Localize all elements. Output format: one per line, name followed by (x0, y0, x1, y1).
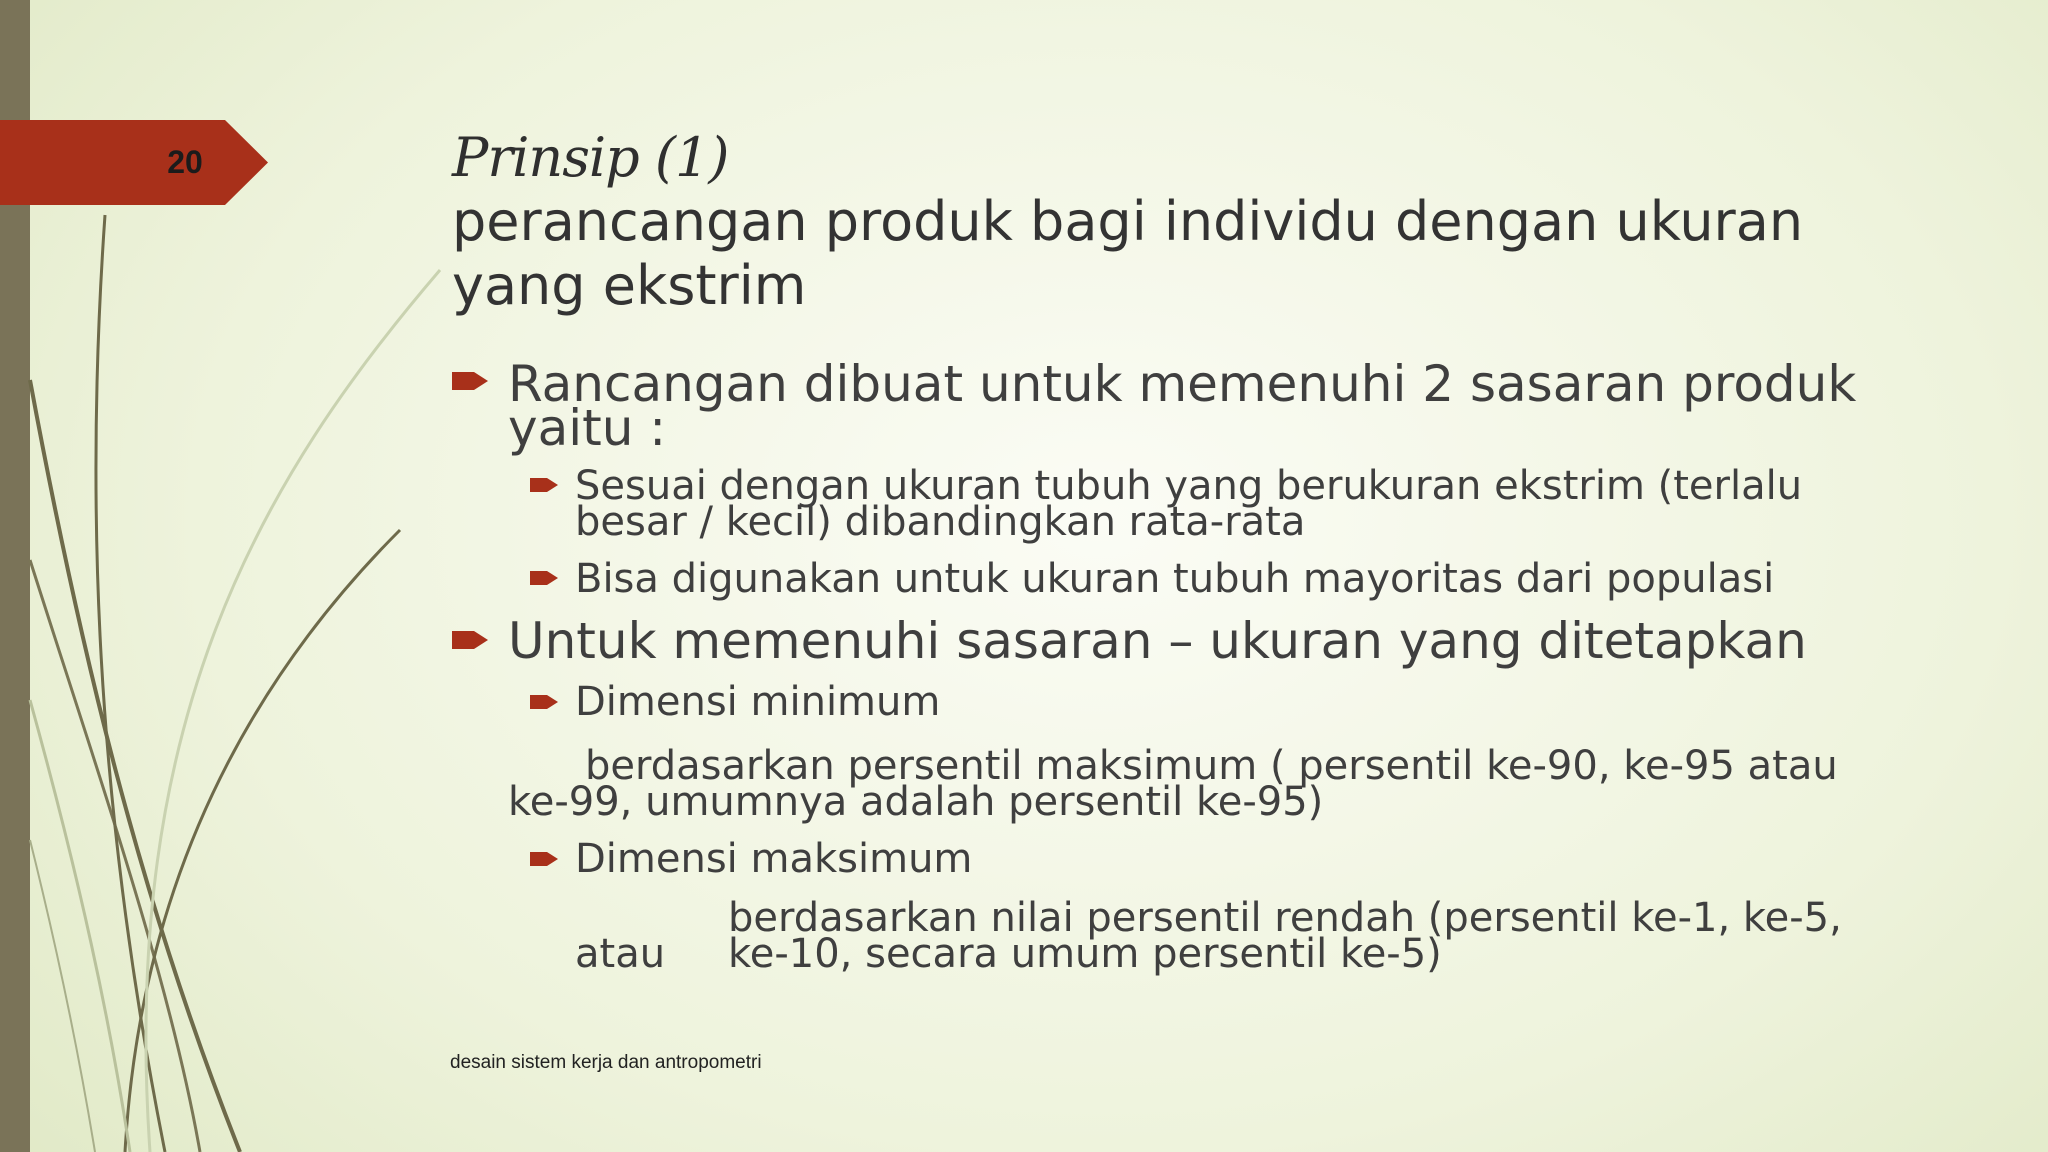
bullet-2b: Dimensi maksimum (575, 836, 973, 882)
bullet-2a-note-line-2: ke-99, umumnya adalah persentil ke-95) (508, 779, 1324, 825)
bullet-arrow-icon (452, 627, 492, 653)
bullet-1a-line-1: Sesuai dengan ukuran tubuh yang berukuran ekstrim (terlalu (575, 463, 1803, 509)
sub-bullet-arrow-icon (530, 692, 562, 712)
slide-footer: desain sistem kerja dan antropometri (450, 1052, 762, 1073)
slide-title: Prinsip (1) (452, 126, 729, 189)
sub-bullet-arrow-icon (530, 475, 562, 495)
slide-subtitle: perancangan produk bagi individu dengan ukuran yang ekstrim (452, 190, 1804, 317)
bullet-1b: Bisa digunakan untuk ukuran tubuh mayoritas dari populasi (575, 556, 1775, 602)
bullet-arrow-icon (452, 368, 492, 394)
bullet-2b-note-line-1: berdasarkan nilai persentil rendah (persentil ke-1, ke-5, (728, 895, 1842, 941)
bullet-1-line-1: Rancangan dibuat untuk memenuhi 2 sasaran produk (508, 355, 1857, 413)
bullet-2a-note-line-1: berdasarkan persentil maksimum ( persentil ke-90, ke-95 atau (585, 743, 1838, 789)
sub-bullet-arrow-icon (530, 568, 562, 588)
bullet-1-line-2: yaitu : (508, 399, 667, 457)
slide-number: 20 (167, 144, 203, 180)
sub-bullet-arrow-icon (530, 849, 562, 869)
bullet-2a: Dimensi minimum (575, 679, 941, 725)
bullet-2b-note-line-2: ke-10, secara umum persentil ke-5) (728, 931, 1442, 977)
bullet-2: Untuk memenuhi sasaran – ukuran yang ditetapkan (508, 612, 1807, 670)
bullet-1a-line-2: besar / kecil) dibandingkan rata-rata (575, 499, 1306, 545)
bullet-2b-note-atau: atau (575, 931, 666, 977)
